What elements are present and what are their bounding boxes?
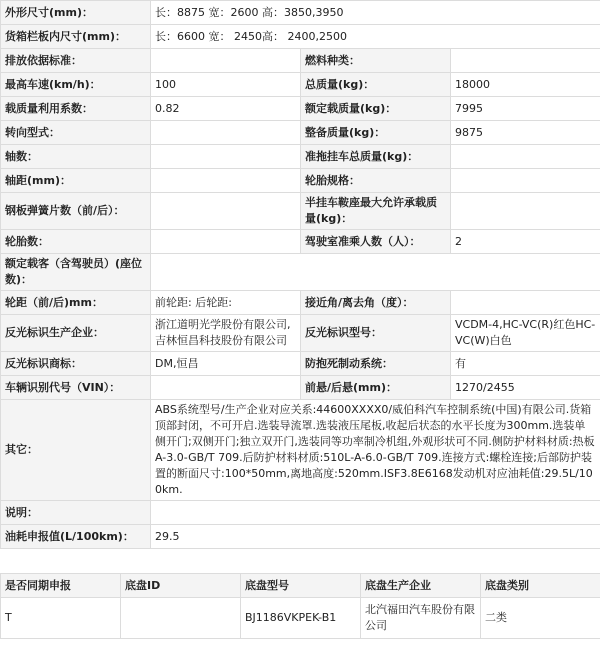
- tires-count-value: [151, 230, 301, 254]
- spec-row-speed: [1, 73, 600, 97]
- overhang-label: 前悬/后悬(mm)：: [301, 376, 451, 400]
- spec-row-rated-pass: [1, 254, 600, 291]
- vin-label: 车辆识别代号（VIN）：: [1, 376, 151, 400]
- spec-row-track: [1, 291, 600, 315]
- spec-row-fuel-consumption: [1, 525, 600, 549]
- cargo-box-value: 长：6600 宽： 2450高： 2400,2500: [151, 25, 600, 49]
- saddle-value: [451, 193, 600, 230]
- spec-row-other: [1, 400, 600, 501]
- reflect-model-value: VCDM-4,HC-VC(R)红色HC-VC(W)白色: [451, 315, 600, 352]
- trailer-mass-value: [451, 145, 600, 169]
- spring-value: [151, 193, 301, 230]
- spec-row-outer-size: [1, 1, 600, 25]
- spec-row-note: [1, 501, 600, 525]
- spec-row-brand: [1, 352, 600, 376]
- wheelbase-label: 轴距(mm)：: [1, 169, 151, 193]
- tires-count-label: 轮胎数：: [1, 230, 151, 254]
- cab-pass-label: 驾驶室准乘人数（人）：: [301, 230, 451, 254]
- table-row: [1, 598, 600, 639]
- vin-value: [151, 376, 301, 400]
- steering-label: 转向型式：: [1, 121, 151, 145]
- spec-row-cargo-box: [1, 25, 600, 49]
- approach-value: [451, 291, 600, 315]
- spec-row-axles: [1, 145, 600, 169]
- steering-value: [151, 121, 301, 145]
- axles-value: [151, 145, 301, 169]
- reflect-brand-value: DM,恒昌: [151, 352, 301, 376]
- tire-label: 轮胎规格：: [301, 169, 451, 193]
- chassis-header-model: 底盘型号: [241, 574, 361, 598]
- reflect-model-label: 反光标识型号：: [301, 315, 451, 352]
- outer-size-value: 长：8875 宽：2600 高：3850,3950: [151, 1, 600, 25]
- rated-pass-label: 额定载客（含驾驶员）(座位数)：: [1, 254, 151, 291]
- track-label: 轮距（前/后)mm：: [1, 291, 151, 315]
- chassis-header-id: 底盘ID: [121, 574, 241, 598]
- spec-row-wheelbase: [1, 169, 600, 193]
- max-speed-label: 最高车速(km/h)：: [1, 73, 151, 97]
- track-value: 前轮距: 后轮距:: [151, 291, 301, 315]
- reflect-mfr-label: 反光标识生产企业：: [1, 315, 151, 352]
- axles-label: 轴数：: [1, 145, 151, 169]
- saddle-label: 半挂车鞍座最大允许承载质量(kg)：: [301, 193, 451, 230]
- spec-row-tires: [1, 230, 600, 254]
- chassis-header-concurrent: 是否同期申报: [1, 574, 121, 598]
- chassis-category-value: 二类: [481, 598, 600, 639]
- curb-mass-label: 整备质量(kg)：: [301, 121, 451, 145]
- tire-value: [451, 169, 600, 193]
- note-value: [151, 501, 600, 525]
- other-value: ABS系统型号/生产企业对应关系:44600XXXX0/威伯科汽车控制系统(中国)有限公司.货箱顶部封闭，不可开启.选装导流罩.选装液压尾板,收起后状态的水平长度为300mm.选装单侧开门;双侧开门;独立双开门,选装同等功率制冷机组,外观形状可不同.侧防护材料材质:热板A-3.0-GB/T 709.后防护材料材质:510L-A-6.0-GB/T 709.连接方式:螺栓连接;后部防护装置的断面尺寸:100*50mm,离地高度:520mm.ISF3.8E6168发动机对应油耗值:29.5L/100km.: [151, 400, 600, 501]
- spec-row-steering: [1, 121, 600, 145]
- reflect-mfr-value: 浙江道明光学股份有限公司,吉林恒昌科技股份有限公司: [151, 315, 301, 352]
- outer-size-label: 外形尺寸(mm)：: [1, 1, 151, 25]
- chassis-model-value: BJ1186VKPEK-B1: [241, 598, 361, 639]
- other-label: 其它：: [1, 400, 151, 501]
- spec-row-spring: [1, 193, 600, 230]
- cab-pass-value: 2: [451, 230, 600, 254]
- chassis-manufacturer-value: 北汽福田汽车股份有限公司: [361, 598, 481, 639]
- total-mass-label: 总质量(kg)：: [301, 73, 451, 97]
- spec-row-load: [1, 97, 600, 121]
- reflect-brand-label: 反光标识商标：: [1, 352, 151, 376]
- chassis-id-value: [121, 598, 241, 639]
- spec-row-reflect: [1, 315, 600, 352]
- overhang-value: 1270/2455: [451, 376, 600, 400]
- spring-label: 钢板弹簧片数（前/后）：: [1, 193, 151, 230]
- chassis-concurrent-value: T: [1, 598, 121, 639]
- total-mass-value: 18000: [451, 73, 600, 97]
- chassis-header-category: 底盘类别: [481, 574, 600, 598]
- approach-label: 接近角/离去角（度）：: [301, 291, 451, 315]
- chassis-header-row: [1, 574, 600, 598]
- load-coef-label: 载质量利用系数：: [1, 97, 151, 121]
- fuel-cons-value: 29.5: [151, 525, 600, 549]
- max-speed-value: 100: [151, 73, 301, 97]
- chassis-table: [0, 573, 600, 639]
- rated-load-label: 额定载质量(kg)：: [301, 97, 451, 121]
- fuel-value: [451, 49, 600, 73]
- abs-label: 防抱死制动系统：: [301, 352, 451, 376]
- chassis-header-manufacturer: 底盘生产企业: [361, 574, 481, 598]
- cargo-box-label: 货箱栏板内尺寸(mm)：: [1, 25, 151, 49]
- load-coef-value: 0.82: [151, 97, 301, 121]
- wheelbase-value: [151, 169, 301, 193]
- trailer-mass-label: 准拖挂车总质量(kg)：: [301, 145, 451, 169]
- note-label: 说明：: [1, 501, 151, 525]
- emission-label: 排放依据标准：: [1, 49, 151, 73]
- fuel-label: 燃料种类：: [301, 49, 451, 73]
- spec-row-emission: [1, 49, 600, 73]
- spec-row-vin: [1, 376, 600, 400]
- rated-load-value: 7995: [451, 97, 600, 121]
- curb-mass-value: 9875: [451, 121, 600, 145]
- abs-value: 有: [451, 352, 600, 376]
- emission-value: [151, 49, 301, 73]
- rated-pass-value: [151, 254, 600, 291]
- fuel-cons-label: 油耗申报值(L/100km)：: [1, 525, 151, 549]
